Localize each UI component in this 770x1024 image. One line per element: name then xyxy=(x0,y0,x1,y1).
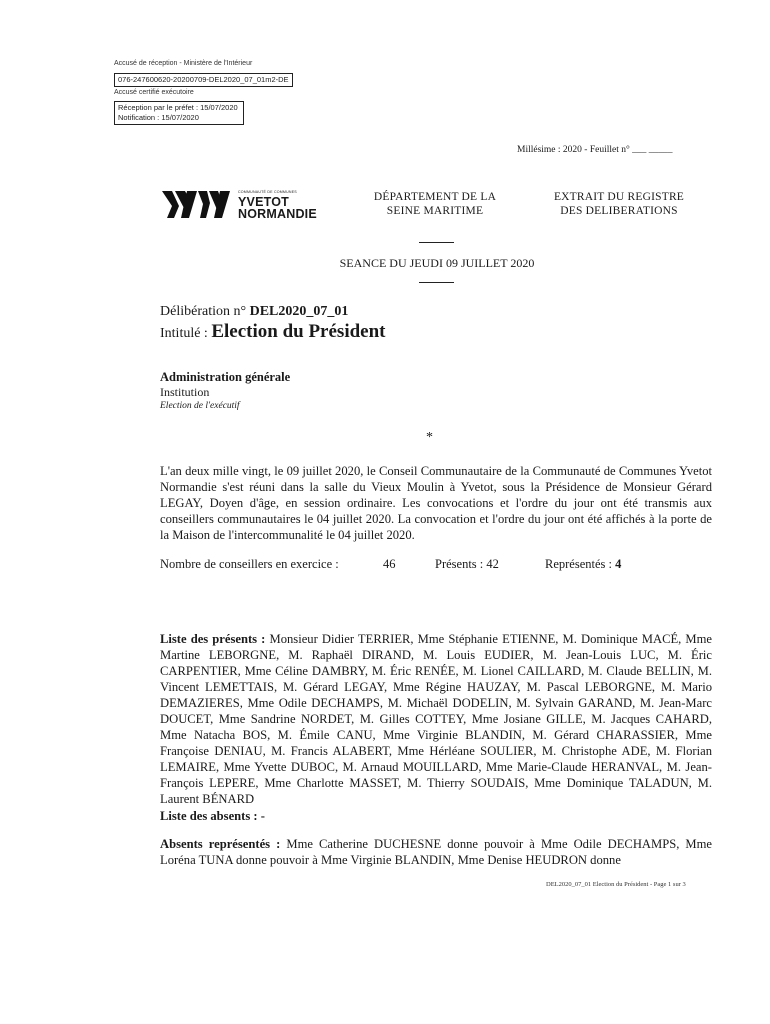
logo-mark-icon xyxy=(162,191,232,219)
logo-name-line2: NORMANDIE xyxy=(238,207,317,221)
stamp-reception-date: Réception par le préfet : 15/07/2020 xyxy=(118,103,238,112)
counts-representes-label: Représentés : xyxy=(545,557,616,571)
page-footer-ref: DEL2020_07_01 Election du Président - Page 1 sur 3 xyxy=(546,881,686,888)
extract-line1: EXTRAIT DU REGISTRE xyxy=(553,191,685,203)
represented-list: Mme Catherine DUCHESNE donne pouvoir à Mme Odile DECHAMPS, Mme Loréna TUNA donne pouvoir à Mme Virginie BLANDIN, Mme Denise HEUDRON donne xyxy=(160,837,712,867)
intro-paragraph: L'an deux mille vingt, le 09 juillet 2020, le Conseil Communautaire de la Communauté de Communes Yvetot Normandie s'est réuni dans la salle du Vieux Moulin à Yvetot, sous la Présidence de Monsieur Gérard LEGAY, Doyen d'âge, en session ordinaire. Les convocations et l'ordre du jour ont été transmis aux conseillers communautaires le 04 juillet 2020. La convocation et l'ordre du jour ont été affichés à la porte de la Maison de l'intercommunalité le 04 juillet 2020. xyxy=(160,464,712,542)
extract-line2: DES DELIBERATIONS xyxy=(560,205,678,217)
stamp-act-id: 076-247600620-20200709-DEL2020_07_01m2-DE xyxy=(114,73,293,87)
separator-asterisk: * xyxy=(426,430,433,445)
counts-representes xyxy=(545,557,621,572)
stamp-certified-line: Accusé certifié exécutoire xyxy=(114,89,194,96)
deliberation-number-value: DEL2020_07_01 xyxy=(249,304,349,319)
deliberation-number xyxy=(160,304,348,320)
logo-name-line1: YVETOT xyxy=(238,195,289,209)
deliberation-number-label: Délibération n° xyxy=(160,304,250,319)
represented-label: Absents représentés : xyxy=(160,837,287,851)
deliberation-title-label: Intitulé : xyxy=(160,326,212,341)
department-line2: SEINE MARITIME xyxy=(386,205,484,217)
seance-title: SEANCE DU JEUDI 09 JUILLET 2020 xyxy=(339,256,535,270)
seance-rule-bottom xyxy=(419,282,454,283)
stamp-notification-date: Notification : 15/07/2020 xyxy=(118,113,199,122)
counts-representes-value: 4 xyxy=(615,557,622,571)
department-header xyxy=(355,190,515,218)
absents-list: - xyxy=(260,809,265,823)
register-extract-header xyxy=(536,190,702,218)
department-line1: DÉPARTEMENT DE LA xyxy=(373,191,497,203)
stamp-dates-box xyxy=(114,101,244,125)
millesime-line: Millésime : 2020 - Feuillet n° ___ _____ xyxy=(517,145,673,155)
presents-list: Monsieur Didier TERRIER, Mme Stéphanie ETIENNE, M. Dominique MACÉ, Mme Martine LEBORGNE, M. Raphaël DIRAND, M. Louis EUDIER, M. Jean-Louis LUC, M. Éric CARPENTIER, Mme Céline DAMBRY, M. Éric RENÉE, M. Lionel CAILLARD, M. Claude BELLIN, M. Vincent LEMETTAIS, M. Gérard LEGAY, Mme Régine HAUZAY, M. Pascal LEBORGNE, M. Mario DEMAZIERES, Mme Odile DECHAMPS, M. Michaël DODELIN, M. Sylvain GARAND, M. Jean-Marc DOUCET, Mme Sandrine NORDET, M. Gilles COTTEY, Mme Josiane GILLE, M. Jacques CAHARD, Mme Natacha BOS, M. Émile CANU, Mme Virginie BLANDIN, M. Gérard CHARASSIER, Mme Françoise DENIAU, M. Francis ALABERT, Mme Hérléane SOULIER, M. Christophe ADE, M. Florian LEMAIRE, Mme Yvette DUBOC, M. Arnaud MOUILLARD, Mme Marie-Claude HERANVAL, M. Jean-François LEPERE, Mme Charlotte MASSET, M. Thierry SOUDAIS, Mme Dominique TALADUN, M. Laurent BÉNARD xyxy=(160,632,713,806)
deliberation-title xyxy=(160,321,386,343)
presents-label: Liste des présents : xyxy=(160,632,270,646)
classification-heading: Administration générale xyxy=(160,370,291,384)
counts-exercice-label: Nombre de conseillers en exercice : xyxy=(160,557,339,571)
classification-sub2: Election de l'exécutif xyxy=(160,401,240,411)
counts-exercice-value: 46 xyxy=(383,557,396,571)
classification-sub1: Institution xyxy=(160,385,210,399)
counts-presents: Présents : 42 xyxy=(435,557,499,571)
stamp-receipt-line: Accusé de réception - Ministère de l'Intérieur xyxy=(114,60,253,67)
represented-paragraph xyxy=(160,836,712,868)
logo-community-label: COMMUNAUTÉ DE COMMUNES xyxy=(238,190,297,194)
absents-paragraph xyxy=(160,808,712,824)
seance-rule-top xyxy=(419,242,454,243)
deliberation-title-value: Election du Président xyxy=(211,321,386,342)
presents-paragraph xyxy=(160,631,712,807)
yvetot-normandie-logo xyxy=(162,190,324,222)
absents-label: Liste des absents : xyxy=(160,809,261,823)
